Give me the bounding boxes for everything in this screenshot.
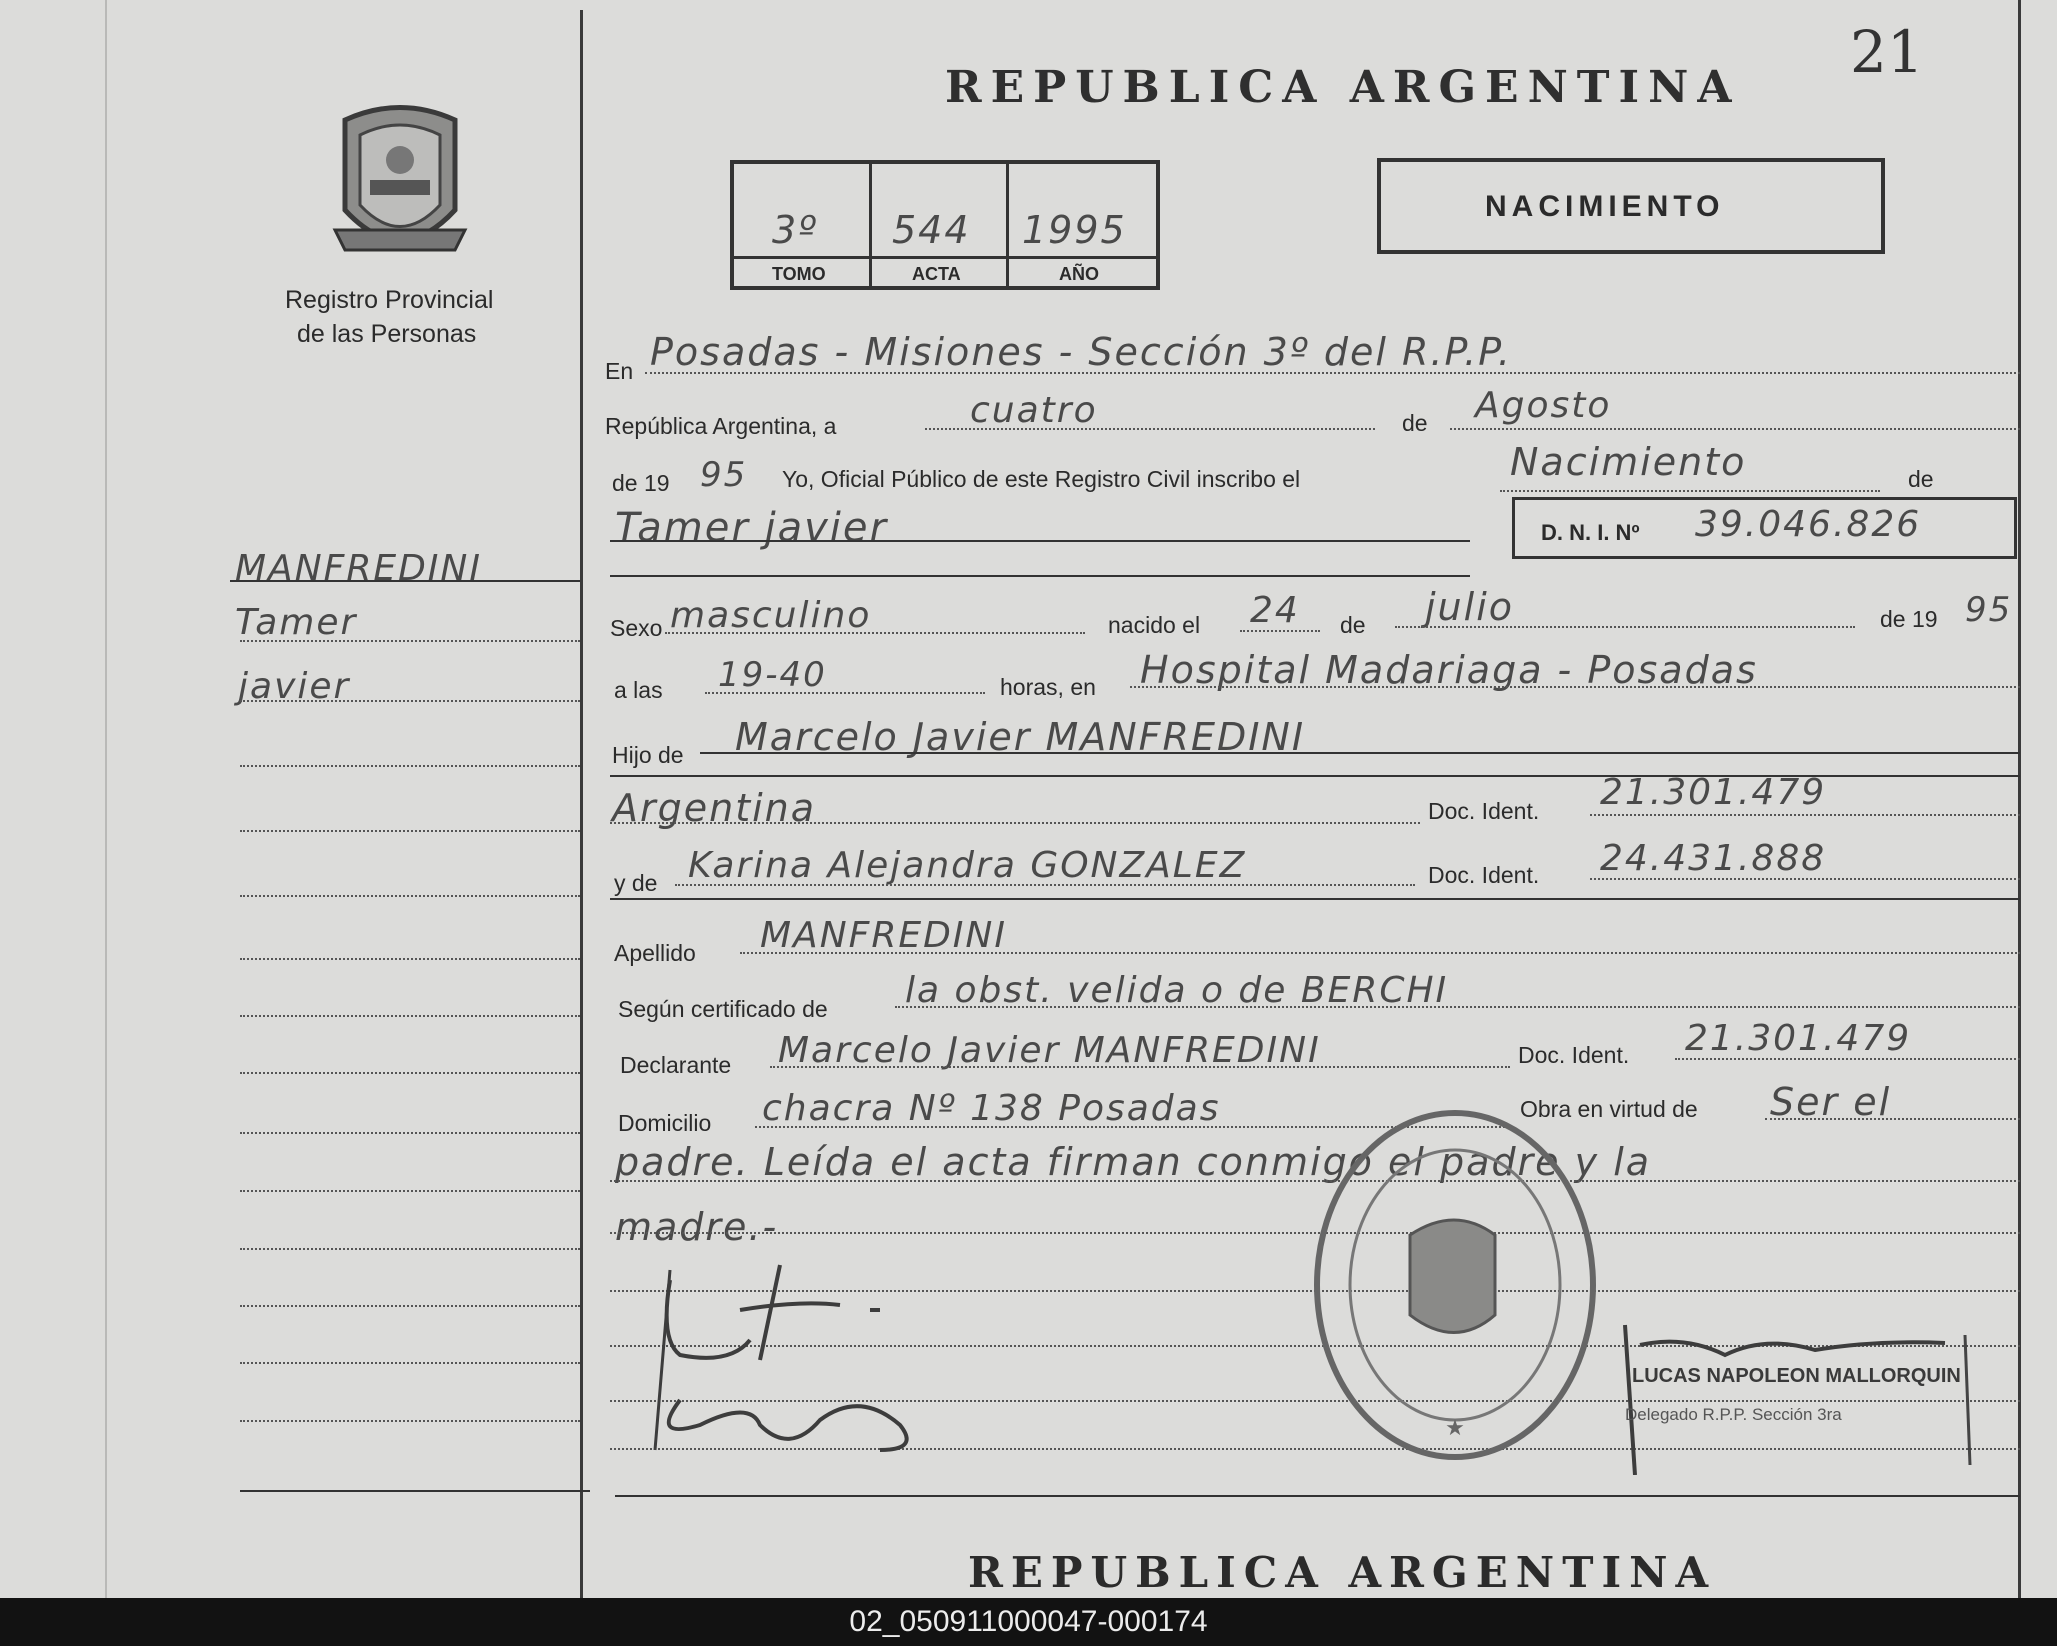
acta-value: 544 [892, 208, 971, 252]
en-label: En [605, 358, 634, 384]
father-nationality: Argentina [612, 786, 817, 830]
registry-seal-logo [325, 100, 475, 260]
registry-stamp [1310, 1105, 1600, 1465]
father-doc: 21.301.479 [1600, 772, 1827, 813]
ano-label: AÑO [1059, 264, 1099, 284]
father-doc-label: Doc. Ident. [1428, 798, 1540, 824]
tomo-label: TOMO [772, 264, 826, 284]
day-value: cuatro [970, 390, 1098, 431]
birth-day: 24 [1250, 590, 1300, 631]
margin-line [105, 0, 107, 1598]
domicilio-value: chacra Nº 138 Posadas [762, 1088, 1221, 1129]
country-title: REPUBLICA ARGENTINA [945, 62, 1741, 113]
place-value: Posadas - Misiones - Sección 3º del R.P.P. [650, 330, 1512, 374]
yde-label: y de [614, 870, 658, 896]
domicilio-label: Domicilio [618, 1110, 712, 1136]
dni-value: 39.046.826 [1695, 504, 1922, 545]
nacido-label: nacido el [1108, 612, 1201, 638]
mother-doc: 24.431.888 [1600, 838, 1827, 879]
document-type-box [1377, 158, 1885, 254]
registry-name-line2: de las Personas [297, 320, 477, 348]
obra-continuation-2: madre.- [615, 1205, 779, 1249]
apellido-label: Apellido [614, 940, 696, 966]
acta-label: ACTA [912, 264, 961, 284]
tomo-value: 3º [772, 208, 819, 252]
declarante-doc: 21.301.479 [1685, 1018, 1912, 1059]
declarante-value: Marcelo Javier MANFREDINI [778, 1030, 1321, 1071]
yo-label: Yo, Oficial Público de este Registro Civil inscribo el [782, 466, 1301, 492]
ano-value: 1995 [1022, 208, 1127, 252]
year-suffix: 95 [700, 455, 748, 495]
birth-place: Hospital Madariaga - Posadas [1140, 648, 1758, 692]
de19-label: de 19 [612, 470, 670, 496]
margin-first-name: Tamer [235, 602, 358, 643]
act-kind: Nacimiento [1510, 440, 1747, 484]
obra-value: Ser el [1770, 1080, 1892, 1124]
divider-left [580, 10, 583, 1600]
de19-label2: de 19 [1880, 606, 1938, 632]
birth-month: julio [1425, 585, 1515, 629]
footer-image-id: 02_050911000047-000174 [0, 1598, 2057, 1646]
de-label2: de [1908, 466, 1934, 492]
sexo-value: masculino [670, 595, 872, 636]
segun-label: Según certificado de [618, 996, 828, 1022]
dni-label: D. N. I. Nº [1541, 520, 1640, 545]
official-signature [1615, 1315, 1975, 1475]
document-type: NACIMIENTO [1485, 190, 1725, 223]
page-number: 21 [1850, 18, 1924, 86]
father-name: Marcelo Javier MANFREDINI [735, 715, 1306, 759]
sexo-label: Sexo [610, 615, 663, 641]
official-title: Delegado R.P.P. Sección 3ra [1625, 1405, 1842, 1424]
bottom-country-title: REPUBLICA ARGENTINA [968, 1548, 1717, 1597]
mother-name: Karina Alejandra GONZALEZ [688, 845, 1247, 886]
official-name: LUCAS NAPOLEON MALLORQUIN [1632, 1365, 1961, 1387]
obra-label: Obra en virtud de [1520, 1096, 1698, 1122]
republica-label: República Argentina, a [605, 413, 837, 439]
horas-label: horas, en [1000, 674, 1096, 700]
obra-continuation-1: padre. Leída el acta firman conmigo el padre y la [615, 1140, 1652, 1184]
time-value: 19-40 [718, 655, 827, 695]
divider-right [2018, 0, 2021, 1598]
month-value: Agosto [1475, 385, 1612, 426]
registry-name-line1: Registro Provincial [285, 286, 494, 314]
birth-year-suffix: 95 [1965, 590, 2013, 630]
mother-doc-label: Doc. Ident. [1428, 862, 1540, 888]
declarante-doc-label: Doc. Ident. [1518, 1042, 1630, 1068]
father-signature [640, 1250, 960, 1460]
de-label: de [1402, 410, 1428, 436]
child-name: Tamer javier [615, 505, 888, 551]
certificate-value: la obst. velida o de BERCHI [905, 970, 1449, 1011]
dni-box [1512, 497, 2017, 559]
apellido-value: MANFREDINI [760, 915, 1007, 956]
margin-second-name: javier [238, 666, 351, 707]
alas-label: a las [614, 677, 663, 703]
record-box [730, 160, 1160, 290]
svg-text:★: ★ [1445, 1415, 1465, 1440]
margin-surname: MANFREDINI [235, 548, 482, 589]
declarante-label: Declarante [620, 1052, 732, 1078]
hijo-label: Hijo de [612, 742, 684, 768]
de-label3: de [1340, 612, 1366, 638]
